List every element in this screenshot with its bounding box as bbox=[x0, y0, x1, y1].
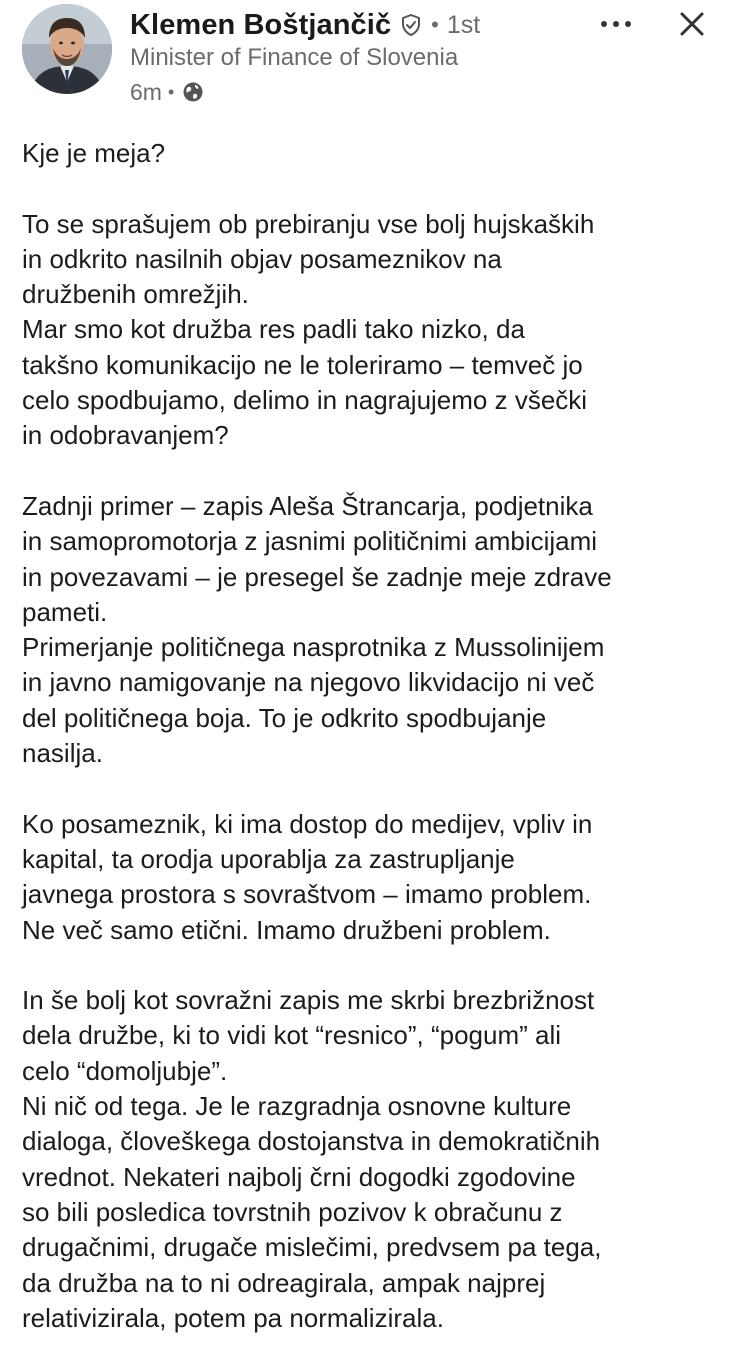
text-line: relativizirala, potem pa normalizirala. bbox=[22, 1302, 444, 1333]
paragraph-gap bbox=[22, 454, 730, 489]
text-line: In še bolj kot sovražni zapis me skrbi brezbrižnost bbox=[22, 985, 595, 1016]
text-line: del političnega boja. To je odkrito spodbujanje bbox=[22, 702, 547, 733]
text-line: dela družbe, ki to vidi kot “resnico”, “pogum” ali bbox=[22, 1020, 562, 1051]
text-line: in odobravanjem? bbox=[22, 420, 229, 451]
more-options-icon bbox=[599, 19, 633, 29]
post-body bbox=[22, 136, 730, 1336]
text-line: Mar smo kot družba res padli tako nizko, da bbox=[22, 314, 525, 345]
text-line: so bili posledica tovrstnih pozivov k obračunu z bbox=[22, 1196, 563, 1227]
paragraph-4 bbox=[22, 807, 730, 948]
post-time: 6m bbox=[130, 78, 162, 105]
paragraph-3 bbox=[22, 489, 730, 771]
close-button[interactable] bbox=[672, 4, 712, 44]
paragraph-1 bbox=[22, 136, 730, 171]
text-line: pameti. bbox=[22, 596, 108, 627]
paragraph-gap bbox=[22, 948, 730, 983]
paragraph-2 bbox=[22, 207, 730, 454]
separator-dot: • bbox=[431, 12, 439, 37]
text-line: Ne več samo etični. Imamo družbeni problem. bbox=[22, 914, 551, 945]
text-line: Ko posameznik, ki ima dostop do medijev, vpliv in bbox=[22, 808, 593, 839]
more-options-button[interactable] bbox=[596, 6, 636, 42]
avatar-portrait bbox=[22, 4, 112, 94]
text-line: dialoga, človeškega dostojanstva in demokratičnih bbox=[22, 1126, 601, 1157]
text-line: To se sprašujem ob prebiranju vse bolj hujskaških bbox=[22, 208, 595, 239]
text-line: nasilja. bbox=[22, 738, 103, 769]
author-headline: Minister of Finance of Slovenia bbox=[130, 44, 459, 71]
paragraph-5 bbox=[22, 983, 730, 1336]
text-line: in samopromotorja z jasnimi političnimi ambicijami bbox=[22, 526, 598, 557]
text-line: Kje je meja? bbox=[22, 138, 166, 168]
post-header bbox=[0, 0, 736, 110]
text-line: Ni nič od tega. Je le razgradnja osnovne kulture bbox=[22, 1091, 572, 1122]
avatar[interactable] bbox=[22, 4, 112, 94]
post-meta bbox=[130, 78, 204, 106]
paragraph-gap bbox=[22, 771, 730, 806]
author-name-row bbox=[130, 6, 480, 44]
text-line: in javno namigovanje na njegovo likvidacijo ni več bbox=[22, 667, 595, 698]
paragraph-gap bbox=[22, 171, 730, 206]
verified-badge-icon bbox=[399, 13, 423, 37]
text-line: družbenih omrežjih. bbox=[22, 279, 249, 310]
text-line: javnega prostora s sovraštvom – imamo problem. bbox=[22, 879, 592, 910]
text-line: da družba na to ni odreagirala, ampak najprej bbox=[22, 1267, 546, 1298]
text-line: drugačnimi, drugače mislečimi, predvsem pa tega, bbox=[22, 1232, 602, 1263]
text-line: vrednot. Nekateri najbolj črni dogodki zgodovine bbox=[22, 1161, 576, 1192]
author-name[interactable]: Klemen Boštjančič bbox=[130, 8, 392, 41]
text-line: takšno komunikacijo ne le toleriramo – temveč jo bbox=[22, 349, 583, 380]
text-line: celo spodbujamo, delimo in nagrajujemo z všečki bbox=[22, 385, 588, 416]
text-line: in odkrito nasilnih objav posameznikov na bbox=[22, 243, 502, 274]
globe-icon bbox=[182, 81, 204, 103]
close-icon bbox=[679, 11, 705, 37]
text-line: celo “domoljubje”. bbox=[22, 1055, 228, 1086]
separator-dot: • bbox=[167, 81, 175, 102]
text-line: kapital, ta orodja uporablja za zastrupljanje bbox=[22, 843, 515, 874]
text-line: Zadnji primer – zapis Aleša Štrancarja, podjetnika bbox=[22, 490, 593, 521]
connection-degree: 1st bbox=[446, 10, 481, 39]
text-line: in povezavami – je presegel še zadnje meje zdrave bbox=[22, 561, 612, 592]
text-line: Primerjanje političnega nasprotnika z Mussolinijem bbox=[22, 632, 605, 663]
